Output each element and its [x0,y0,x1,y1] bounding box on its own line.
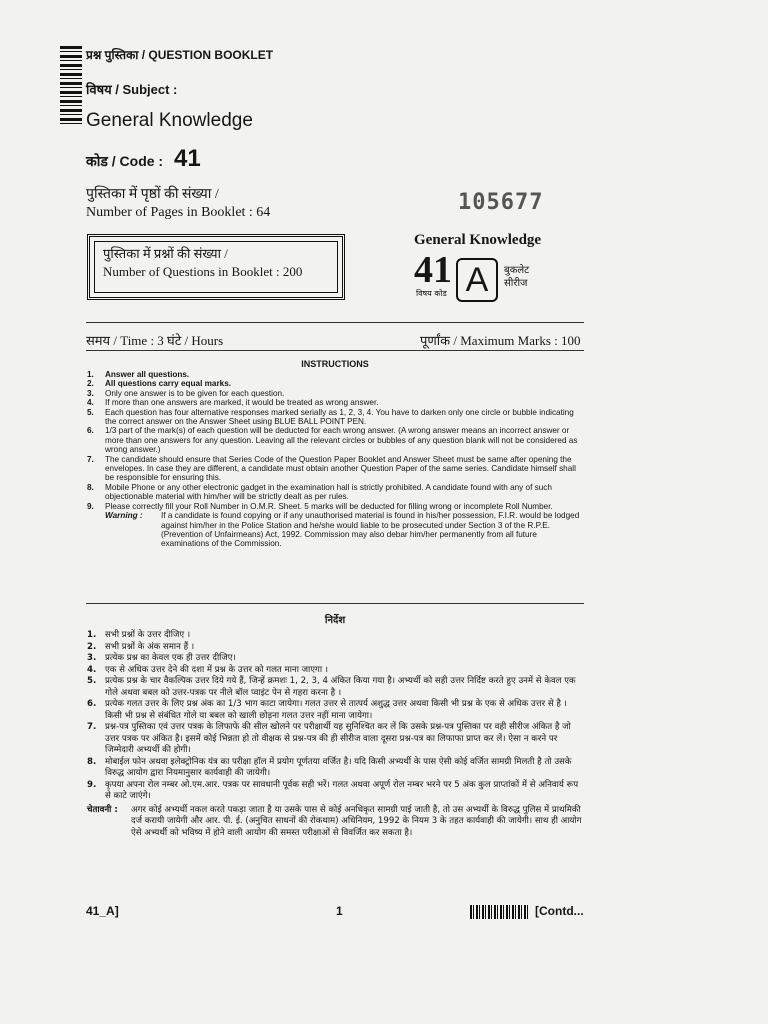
instruction-item: 5. Each question has four alternative responses marked serially as 1, 2, 3, 4. You have to darken only one circle or bubble indicating the correct answer on the Answer Sheet using BLUE BALL POINT PEN. [87,407,574,427]
series-code-caption: विषय कोड [416,289,447,298]
instructions-title: INSTRUCTIONS [301,359,369,369]
serial-number: 105677 [458,190,544,215]
caution-block [87,805,585,840]
nirdesh-item: 9. कृपया अपना रोल नम्बर ओ.एम.आर. पत्रक पर सावधानी पूर्वक सही भरें। गलत अथवा अपूर्ण रोल नम्बर भरने पर 5 अंक कुल प्राप्तांकों में से अनिवार्य रूप से काटे जाएंगे। [87,779,579,801]
divider-instructions [86,603,584,604]
nirdesh-item: 7. प्रश्न-पत्र पुस्तिका एवं उत्तर पत्रक के लिफाफे की सील खोलने पर परीक्षार्थी यह सुनिश्चित कर लें कि उसके प्रश्न-पत्र पुस्तिका पर वही सीरीज अंकित है जो उत्तर पत्रक पर अंकित है। इसमें कोई भिन्नता हो तो वीक्षक से प्रश्न-पत्र की ही सीरीज वाला दूसरा प्रश्न-पत्र का लिफाफा प्राप्त कर लें। ऐसा न करने पर जिम्मेदारी अभ्यर्थी की होगी। [87,722,571,755]
code-label: कोड / Code : [86,153,164,169]
nirdesh-item: 3. प्रत्येक प्रश्न का केवल एक ही उत्तर दीजिए। [87,653,236,663]
series-letter: A [456,258,498,302]
series-code: 41 [414,249,452,291]
code-value: 41 [174,145,201,172]
side-barcode [60,46,82,126]
nirdesh-item: 1. सभी प्रश्नों के उत्तर दीजिए । [87,630,191,640]
series-caption [504,264,529,290]
questions-label-hi: पुस्तिका में प्रश्नों की संख्या / [103,246,228,261]
instruction-item: 7. The candidate should ensure that Series Code of the Question Paper Booklet and Answer Sheet must be same after opening the envelopes. In case they are different, a candidate must obtain another Question Paper of the same series. Candidate himself shall be responsible for ensuring this. [87,454,576,483]
subject-label: विषय / Subject : [86,82,178,97]
booklet-title: प्रश्न पुस्तिका / QUESTION BOOKLET [86,48,274,62]
pages-label-en: Number of Pages in Booklet : 64 [86,205,271,220]
nirdesh-item: 2. सभी प्रश्नों के अंक समान हैं । [87,641,195,652]
max-marks: पूर्णांक / Maximum Marks : 100 [420,333,581,348]
page-number: 1 [336,904,343,918]
series-caption-1: बुकलेट [504,265,530,276]
questions-label-en: Number of Questions in Booklet : 200 [103,264,303,279]
contd-label: [Contd... [535,904,584,918]
instruction-item: 4. If more than one answers are marked, it would be treated as wrong answer. [87,398,379,408]
instruction-item: 3. Only one answer is to be given for each question. [87,388,285,398]
pages-label-hi: पुस्तिका में पृष्ठों की संख्या / [86,187,219,202]
nirdesh-title: निर्देश [324,615,346,626]
subject-value: General Knowledge [86,110,253,131]
nirdesh-list [87,630,585,839]
divider-mid [86,350,584,351]
footer-series-code: 41_A] [86,904,119,918]
time-info: समय / Time : 3 घंटे / Hours [86,333,224,348]
nirdesh-item: 8. मोबाईल फोन अथवा इलेक्ट्रोनिक यंत्र का परीक्षा हॉल में प्रयोग पूर्णतया वर्जित है। यदि किसी अभ्यर्थी के पास ऐसी कोई वर्जित सामग्री मिलती है तो उसके विरुद्ध आयोग द्वारा नियमानुसार कार्यवाही की जायेगी। [87,756,572,778]
instructions-list [87,370,583,549]
instruction-item: 1. Answer all questions. [87,370,190,379]
series-caption-2: सीरीज [504,278,528,289]
warning-block [87,511,583,549]
warning-label: Warning : [105,511,143,521]
footer-barcode [470,905,530,919]
instruction-item: 6. 1/3 part of the mark(s) of each question will be deducted for each wrong answer. (A wrong answer means an incorrect answer or more than one answers for any question. Leaving all the relevant circles or bubbles of any question blank will not be considered as wrong answer.) [87,426,578,455]
nirdesh-item: 4. एक से अधिक उत्तर देने की दशा में प्रश्न के उत्तर को गलत माना जाएगा । [87,664,329,675]
caution-label: चेतावनी : [87,804,118,815]
series-subject: General Knowledge [414,232,542,248]
questions-count-box [87,234,345,300]
instruction-item: 9. Please correctly fill your Roll Number in O.M.R. Sheet. 5 marks will be deducted for filling wrong or incomplete Roll Number. [87,501,553,511]
pages-info [86,186,270,222]
nirdesh-item: 6. प्रत्येक गलत उत्तर के लिए प्रश्न अंक का 1/3 भाग काटा जायेगा। गलत उत्तर से तात्पर्य अशुद्ध उत्तर अथवा किसी भी प्रश्न के एक से अधिक उत्तर से है । किसी भी प्रश्न से संबंधित गोले या बबल को खाली छोड़ना गलत उत्तर नहीं माना जायेगा। [87,699,567,721]
instruction-item: 8. Mobile Phone or any other electronic gadget in the examination hall is strictly prohibited. A candidate found with any of such objectionable material with him/her will be strictly dealt as per rules. [87,482,552,502]
warning-text: If a candidate is found copying or if any unauthorised material is found in his/her possession, F.I.R. would be lodged against him/her in the Police Station and he/she would liable to be prosecuted under Section 3 of the R.P.E. (Prevention of Unfairmeans) Act, 1992. Commission may also debar him/her permanently from all future examinations of the Commission. [161,511,580,549]
instruction-item: 2. All questions carry equal marks. [87,379,232,389]
divider-top [86,322,584,323]
caution-text: अगर कोई अभ्यर्थी नकल करते पकड़ा जाता है या उसके पास से कोई अनधिकृत सामग्री पाई जाती है, तो उस अभ्यर्थी के विरुद्ध पुलिस में प्राथमिकी दर्ज करायी जायेगी और आर. पी. ई. (अनुचित साधनों की रोकथाम) अधिनियम, 1992 के नियम 3 के तहत कार्यवाही की जायेगी। साथ ही आयोग ऐसे अभ्यर्थी को भविष्य में होने वाली आयोग की समस्त परीक्षाओं से विवर्जित कर सकता है। [131,804,582,838]
nirdesh-item: 5. प्रत्येक प्रश्न के चार वैकल्पिक उत्तर दिये गये हैं, जिन्हें क्रमशः 1, 2, 3, 4 अंकित किया गया है। अभ्यर्थी को सही उत्तर निर्दिष्ट करते हुए उनमें से केवल एक गोले अथवा बबल को उत्तर-पत्रक पर नीले बॉल प्वाइंट पेन से गहरा करना है । [87,676,576,698]
